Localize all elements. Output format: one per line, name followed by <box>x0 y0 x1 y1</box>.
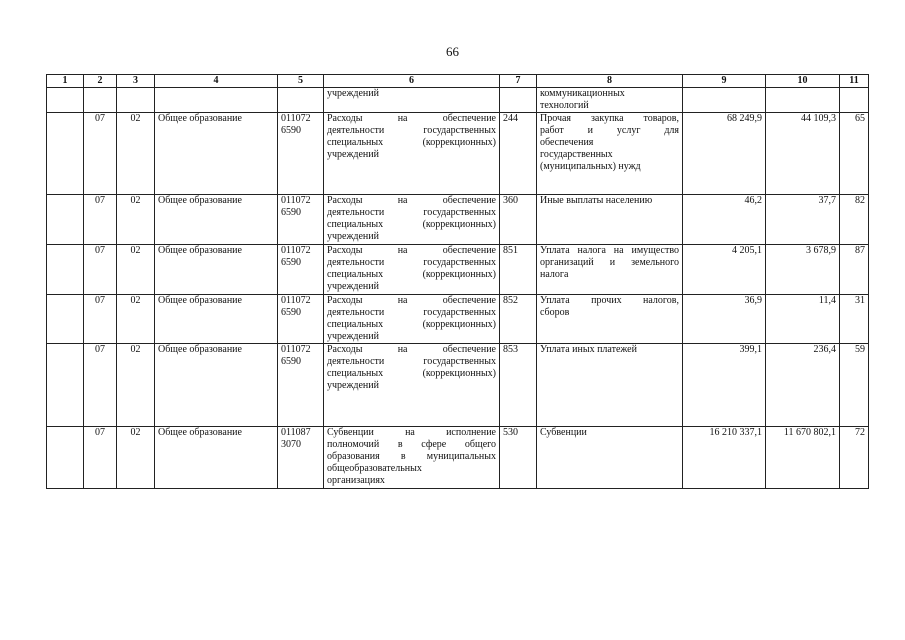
text-line: деятельности государственных <box>327 307 496 318</box>
text-line: Уплата прочих налогов, <box>540 295 679 306</box>
executed-amount-cell: 44 109,3 <box>766 113 840 195</box>
code-line: 011072 <box>281 295 311 306</box>
text-line: деятельности государственных <box>327 207 496 218</box>
section-name-cell: Общее образование <box>155 113 278 195</box>
column-header: 7 <box>500 75 537 88</box>
expense-description-cell: учреждений <box>324 88 500 113</box>
code-line: 011072 <box>281 245 311 256</box>
cell <box>84 88 117 113</box>
section-code-cell: 07 <box>84 245 117 295</box>
row-index-cell <box>47 344 84 427</box>
text-line: (муниципальных) нужд <box>540 161 641 172</box>
section-name-cell: Общее образование <box>155 295 278 344</box>
page-number: 66 <box>446 44 459 59</box>
text-line: Расходы на обеспечение <box>327 195 496 206</box>
executed-amount-cell: 11 670 802,1 <box>766 427 840 489</box>
expense-description-cell <box>324 295 500 344</box>
text-line: Субвенции на исполнение <box>327 427 496 438</box>
row-index-cell <box>47 295 84 344</box>
text-line: учреждений <box>327 380 379 391</box>
text-line: образования в муниципальных <box>327 451 496 462</box>
text-line: Расходы на обеспечение <box>327 344 496 355</box>
text-line: сборов <box>540 307 570 318</box>
target-article-cell <box>278 195 324 245</box>
execution-percent-cell: 82 <box>840 195 869 245</box>
section-code-cell: 07 <box>84 195 117 245</box>
text-line: Расходы на обеспечение <box>327 295 496 306</box>
text-line: специальных (коррекционных) <box>327 368 496 379</box>
cell <box>155 88 278 113</box>
code-line: 011087 <box>281 427 311 438</box>
text-line: специальных (коррекционных) <box>327 137 496 148</box>
executed-amount-cell: 11,4 <box>766 295 840 344</box>
section-name-cell: Общее образование <box>155 427 278 489</box>
expense-type-code-cell: 851 <box>500 245 537 295</box>
execution-percent-cell: 65 <box>840 113 869 195</box>
section-code-cell: 07 <box>84 427 117 489</box>
column-header: 11 <box>840 75 869 88</box>
code-line: 6590 <box>281 125 301 136</box>
expense-description-cell <box>324 245 500 295</box>
code-line: 011072 <box>281 344 311 355</box>
expense-type-cell <box>537 113 683 195</box>
text-line: деятельности государственных <box>327 356 496 367</box>
plan-amount-cell: 16 210 337,1 <box>683 427 766 489</box>
section-code-cell: 07 <box>84 295 117 344</box>
text-line: Уплата иных платежей <box>540 344 637 355</box>
column-header: 9 <box>683 75 766 88</box>
row-index-cell <box>47 427 84 489</box>
expense-type-cell: коммуникационных технологий <box>537 88 683 113</box>
text-line: государственных <box>540 149 613 160</box>
table-row <box>47 245 869 295</box>
code-line: 6590 <box>281 356 301 367</box>
section-code-cell: 07 <box>84 344 117 427</box>
expense-type-cell <box>537 344 683 427</box>
expense-description-cell <box>324 195 500 245</box>
expense-type-cell <box>537 295 683 344</box>
section-code-cell: 07 <box>84 113 117 195</box>
text-line: общеобразовательных <box>327 463 422 474</box>
budget-table <box>46 74 869 489</box>
column-header: 10 <box>766 75 840 88</box>
text-line: специальных (коррекционных) <box>327 319 496 330</box>
text-line: налога <box>540 269 569 280</box>
table-row <box>47 195 869 245</box>
target-article-cell <box>278 344 324 427</box>
column-header: 1 <box>47 75 84 88</box>
expense-type-code-cell: 853 <box>500 344 537 427</box>
target-article-cell <box>278 427 324 489</box>
text-line: Расходы на обеспечение <box>327 245 496 256</box>
column-header: 3 <box>117 75 155 88</box>
expense-type-code-cell: 244 <box>500 113 537 195</box>
execution-percent-cell: 31 <box>840 295 869 344</box>
plan-amount-cell: 46,2 <box>683 195 766 245</box>
continuation-row <box>47 88 869 113</box>
column-header: 8 <box>537 75 683 88</box>
text-line: учреждений <box>327 149 379 160</box>
section-name-cell: Общее образование <box>155 344 278 427</box>
code-line: 6590 <box>281 257 301 268</box>
plan-amount-cell: 4 205,1 <box>683 245 766 295</box>
cell <box>840 88 869 113</box>
column-header: 2 <box>84 75 117 88</box>
cell <box>766 88 840 113</box>
cell <box>47 88 84 113</box>
text-line: Прочая закупка товаров, <box>540 113 679 124</box>
execution-percent-cell: 87 <box>840 245 869 295</box>
expense-type-code-cell: 530 <box>500 427 537 489</box>
text-line: деятельности государственных <box>327 257 496 268</box>
executed-amount-cell: 236,4 <box>766 344 840 427</box>
row-index-cell <box>47 195 84 245</box>
execution-percent-cell: 59 <box>840 344 869 427</box>
code-line: 6590 <box>281 207 301 218</box>
subsection-code-cell: 02 <box>117 344 155 427</box>
expense-type-cell <box>537 245 683 295</box>
text-line: организациях <box>327 475 385 486</box>
text-line: учреждений <box>327 331 379 342</box>
section-name-cell: Общее образование <box>155 195 278 245</box>
expense-description-cell <box>324 427 500 489</box>
cell <box>278 88 324 113</box>
expense-type-cell <box>537 427 683 489</box>
text-line: специальных (коррекционных) <box>327 219 496 230</box>
table-row <box>47 427 869 489</box>
expense-description-cell <box>324 344 500 427</box>
cell <box>683 88 766 113</box>
table-row <box>47 295 869 344</box>
text-line: Расходы на обеспечение <box>327 113 496 124</box>
execution-percent-cell: 72 <box>840 427 869 489</box>
text-line: Уплата налога на имущество <box>540 245 679 256</box>
table-row <box>47 344 869 427</box>
subsection-code-cell: 02 <box>117 427 155 489</box>
expense-type-code-cell: 360 <box>500 195 537 245</box>
executed-amount-cell: 37,7 <box>766 195 840 245</box>
expense-type-cell <box>537 195 683 245</box>
column-header: 6 <box>324 75 500 88</box>
text-line: специальных (коррекционных) <box>327 269 496 280</box>
text-line: обеспечения <box>540 137 594 148</box>
column-header: 5 <box>278 75 324 88</box>
code-line: 011072 <box>281 113 311 124</box>
section-name-cell: Общее образование <box>155 245 278 295</box>
subsection-code-cell: 02 <box>117 195 155 245</box>
table-row <box>47 113 869 195</box>
row-index-cell <box>47 245 84 295</box>
target-article-cell <box>278 295 324 344</box>
executed-amount-cell: 3 678,9 <box>766 245 840 295</box>
text-line: Иные выплаты населению <box>540 195 653 206</box>
text-line: организаций и земельного <box>540 257 679 268</box>
plan-amount-cell: 36,9 <box>683 295 766 344</box>
expense-description-cell <box>324 113 500 195</box>
text-line: учреждений <box>327 281 379 292</box>
code-line: 6590 <box>281 307 301 318</box>
expense-type-code-cell: 852 <box>500 295 537 344</box>
target-article-cell <box>278 113 324 195</box>
text-line: Субвенции <box>540 427 587 438</box>
subsection-code-cell: 02 <box>117 245 155 295</box>
column-header: 4 <box>155 75 278 88</box>
subsection-code-cell: 02 <box>117 113 155 195</box>
code-line: 011072 <box>281 195 311 206</box>
text-line: деятельности государственных <box>327 125 496 136</box>
plan-amount-cell: 68 249,9 <box>683 113 766 195</box>
target-article-cell <box>278 245 324 295</box>
header-row <box>47 75 869 88</box>
code-line: 3070 <box>281 439 301 450</box>
cell <box>117 88 155 113</box>
cell <box>500 88 537 113</box>
text-line: полномочий в сфере общего <box>327 439 496 450</box>
subsection-code-cell: 02 <box>117 295 155 344</box>
text-line: работ и услуг для <box>540 125 679 136</box>
text-line: учреждений <box>327 231 379 242</box>
row-index-cell <box>47 113 84 195</box>
plan-amount-cell: 399,1 <box>683 344 766 427</box>
